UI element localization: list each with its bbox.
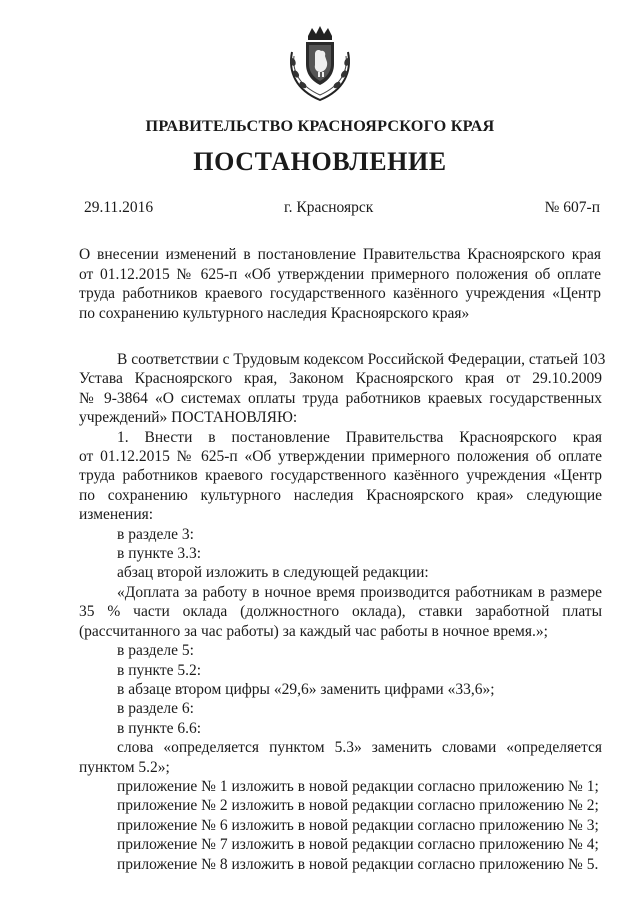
document-city: г. Красноярск <box>284 199 374 216</box>
body-line: (рассчитанного за час работы) за каждый час работы в ночное время.»; <box>79 622 548 640</box>
body-line: в пункте 3.3: <box>117 545 202 563</box>
body-line: приложение № 8 изложить в новой редакции согласно приложению № 5. <box>117 855 599 873</box>
subject-line: от 01.12.2015 № 625-п «Об утверждении примерного положения об оплате <box>79 265 601 283</box>
subject-line: по сохранению культурного наследия Красноярского края» <box>79 304 470 322</box>
subject-line: труда работников краевого государственного казённого учреждения «Центр <box>79 285 601 303</box>
body-line: в разделе 6: <box>117 700 194 718</box>
body-line: от 01.12.2015 № 625-п «Об утверждении примерного положения об оплате <box>79 448 602 466</box>
body-line: в разделе 3: <box>117 525 194 543</box>
body-line: слова «определяется пунктом 5.3» заменить словами «определяется <box>117 739 602 757</box>
body-line: 35 % части оклада (должностного оклада), ставки заработной платы <box>79 603 602 621</box>
coat-of-arms-icon <box>284 22 356 102</box>
body-line: в абзаце втором цифры «29,6» заменить цифрами «33,6»; <box>117 680 495 698</box>
body-line: труда работников краевого государственного казённого учреждения «Центр <box>79 467 602 485</box>
body-line: изменения: <box>79 506 154 524</box>
body-line: «Доплата за работу в ночное время производится работникам в размере <box>117 583 602 601</box>
body-line: по сохранению культурного наследия Красноярского края» следующие <box>79 486 602 504</box>
document-number: № 607-п <box>544 199 600 216</box>
body-line: пунктом 5.2»; <box>79 758 170 776</box>
body-line: приложение № 2 изложить в новой редакции согласно приложению № 2; <box>117 797 599 815</box>
organization-name: ПРАВИТЕЛЬСТВО КРАСНОЯРСКОГО КРАЯ <box>145 117 495 135</box>
body-line: абзац второй изложить в следующей редакции: <box>117 564 429 582</box>
body-line: в разделе 5: <box>117 642 194 660</box>
document-date: 29.11.2016 <box>84 199 154 216</box>
body-line: № 9-3864 «О системах оплаты труда работников краевых государственных <box>79 389 602 407</box>
document-type-title: ПОСТАНОВЛЕНИЕ <box>193 147 447 176</box>
body-line: в пункте 6.6: <box>117 719 202 737</box>
body-line: приложение № 6 изложить в новой редакции согласно приложению № 3; <box>117 816 599 834</box>
body-line: Устава Красноярского края, Законом Красноярского края от 29.10.2009 <box>79 370 602 388</box>
body-line: учреждений» ПОСТАНОВЛЯЮ: <box>79 409 298 427</box>
document-subject <box>79 245 601 323</box>
subject-line: О внесении изменений в постановление Правительства Красноярского края <box>79 246 601 263</box>
body-line: В соответствии с Трудовым кодексом Российской Федерации, статьей 103 <box>117 351 606 368</box>
document-body <box>79 350 606 874</box>
body-line: приложение № 7 изложить в новой редакции согласно приложению № 4; <box>117 836 599 854</box>
body-line: 1. Внести в постановление Правительства Красноярского края <box>117 428 602 446</box>
body-line: приложение № 1 изложить в новой редакции согласно приложению № 1; <box>117 777 599 795</box>
body-line: в пункте 5.2: <box>117 661 202 679</box>
